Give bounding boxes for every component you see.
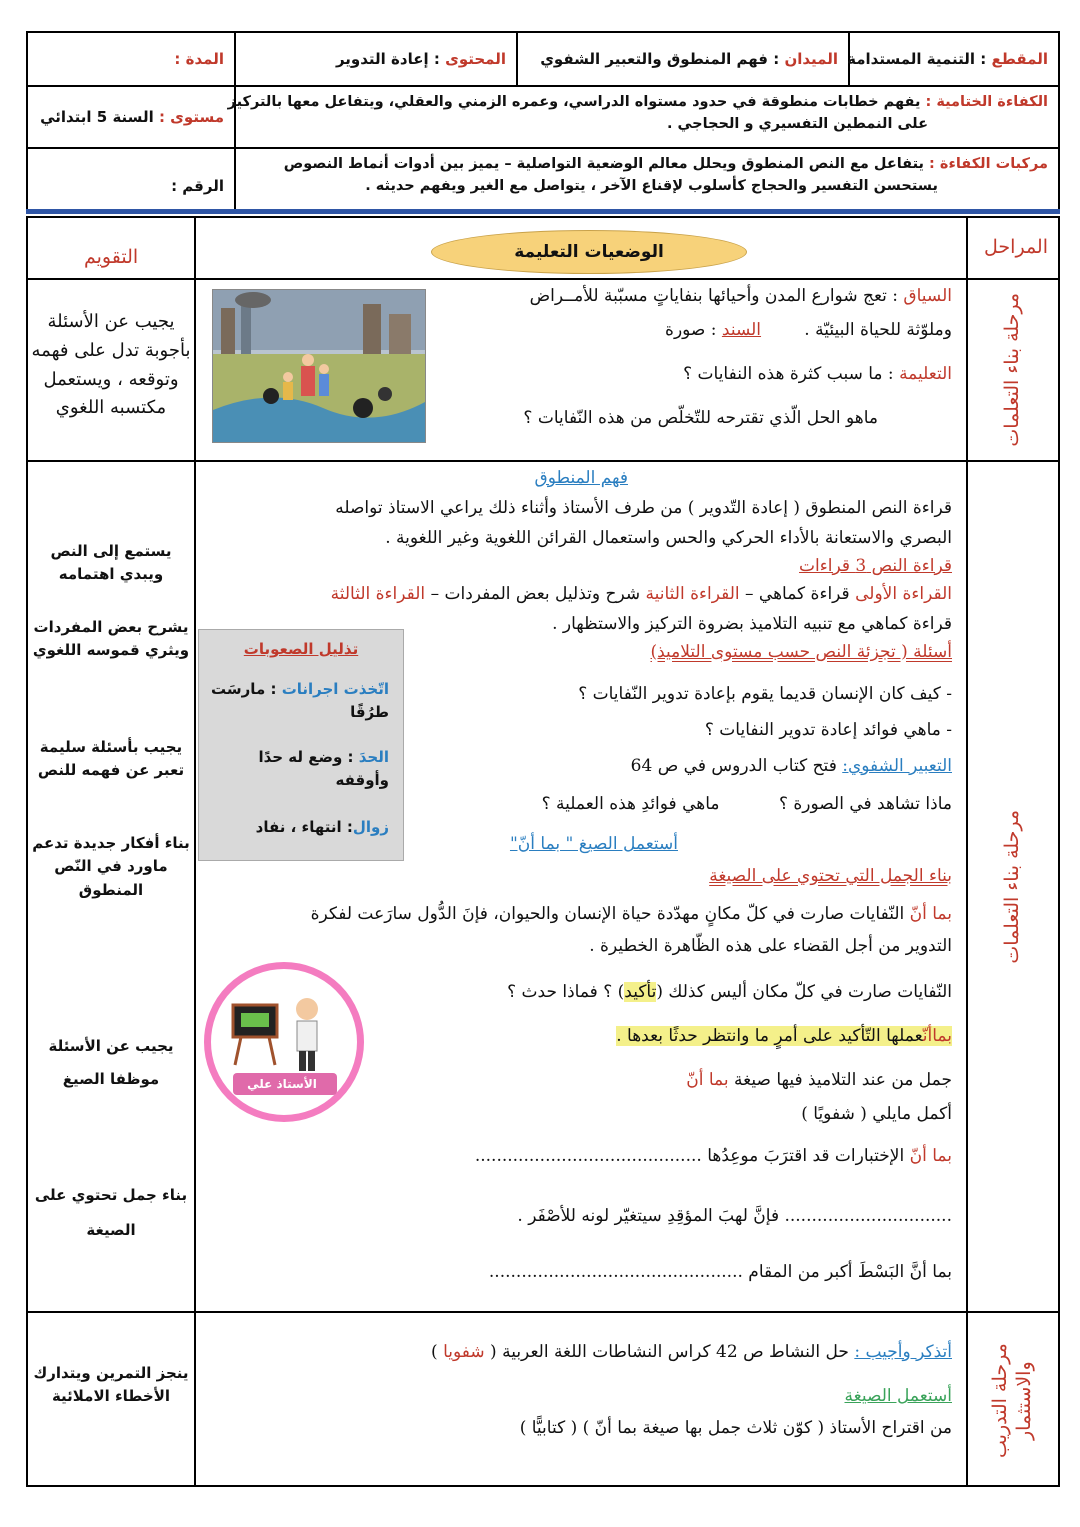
difficulty-title: تذليل الصعوبات: [243, 640, 359, 658]
rule-line: [616, 1026, 952, 1046]
question-line: [507, 982, 952, 1002]
oral-text: فتح كتاب الدروس في ص 64: [630, 756, 837, 776]
difficulty-item-2-text: : وضع له حدًا وأوقفه: [258, 748, 389, 790]
use-form-title: أستعمل الصيغ " بما أنّ": [509, 834, 678, 854]
content-cell: [234, 33, 516, 85]
question-line-highlight: تأكيد: [624, 982, 657, 1002]
lesson-plan-page: [26, 31, 1060, 1487]
instruction-label: التعليمة: [899, 364, 952, 384]
instruction-line: [683, 364, 952, 384]
number-label: الرقم :: [171, 177, 224, 195]
difficulty-item-2: [209, 746, 389, 793]
listening-title: فهم المنطوق: [534, 468, 628, 488]
level-label: مستوى :: [158, 108, 224, 126]
reading-2-label: القراءة الثانية: [645, 584, 740, 604]
pollution-scene-image: [212, 289, 426, 443]
evaluation-header: التقويم: [84, 246, 139, 268]
number-cell: [28, 149, 234, 209]
complete-item-1-start: بما أنّ: [909, 1146, 952, 1166]
oral-questions-line: [542, 794, 952, 814]
support-text: : صورة: [665, 320, 717, 340]
oral-label: التعبير الشفوي:: [842, 756, 952, 776]
example-start: بما أنّ: [909, 904, 952, 924]
remember-label: أتذكر وأجيب :: [854, 1342, 952, 1362]
question-line-b: ) ؟ فماذا حدث ؟: [507, 982, 625, 1002]
teacher-logo-art: [211, 969, 357, 1115]
instruction-text: : ما سبب كثرة هذه النفايات ؟: [683, 364, 894, 384]
situations-header-text: الوضعيات التعليمة: [514, 242, 664, 262]
support-label: السند: [721, 320, 762, 340]
evaluation-column-border: [194, 218, 196, 1485]
rule-start: بماأنّ: [922, 1026, 952, 1046]
duration-cell: [28, 33, 234, 85]
question-a: - كيف كان الإنسان قديما يقوم بإعادة تدوير النّفايات ؟: [578, 684, 952, 704]
reading-3-label: القراءة الثالثة: [330, 584, 426, 604]
example-line1: [311, 904, 952, 924]
section2-border: [28, 1311, 1058, 1313]
context-line: [530, 286, 952, 306]
difficulty-item-3-label: زوال: [352, 818, 389, 836]
stages-header: المراحل: [984, 236, 1048, 258]
remember-text: حل النشاط ص 42 كراس النشاطات اللغة العربية (: [490, 1342, 849, 1362]
situations-header: [431, 230, 747, 274]
lesson-header: [26, 31, 1060, 211]
level-cell: [28, 87, 234, 147]
build-sentences-title: بناء الجمل التي تحتوي على الصيغة: [709, 866, 952, 886]
level-value: السنة 5 ابتدائي: [40, 108, 154, 126]
reading-3-text: قراءة كماهي مع تنبيه التلاميذ بضروة التركيز والاستظهار .: [552, 614, 952, 634]
complete-item-1: [475, 1146, 952, 1166]
evaluation-sentences: بناء جمل تحتوي على الصيغة: [34, 1186, 188, 1239]
example-text-1: النّفايات صارت في كلّ مكانٍ مهدّدة حياة الإنسان والحيوان، فإنَ الدُّول سارَعت لفكرة: [310, 904, 905, 924]
reading-1-text: قراءة كماهي –: [745, 584, 850, 604]
difficulty-box: [198, 629, 404, 861]
stage-2: [968, 462, 1058, 1311]
reading-paragraph-line1: قراءة النص المنطوق ( إعادة التّدوير ) من طرف الأستاذ وأثناء ذلك يراعي الاستاذ تواصله: [335, 498, 952, 518]
teacher-logo-text: الأستاذ علي: [247, 1077, 317, 1091]
competence-parts-line2: يستحسن التفسير والحجاج كأسلوب لإقناع الآخر ، يتواصل مع الغير ويفهم حديثه .: [365, 178, 938, 195]
rule-text: عملها التّأكيد على أمرٍ ما وانتظر حدثًا بعدها .: [616, 1026, 923, 1046]
content-value: : إعادة التدوير: [335, 50, 440, 68]
section3-evaluation: ينجز التمرين ويتدارك الأخطاء الاملائية: [33, 1364, 189, 1406]
collect-text: جمل من عند التلاميذ فيها صيغة: [734, 1070, 952, 1090]
difficulty-item-2-label: الحدَ: [358, 748, 389, 766]
competence-parts-cell: [234, 149, 1058, 209]
section1-evaluation: يجيب عن الأسئلة بأجوبة تدل على فهمه وتوقعه ، ويستعمل مكتسبه اللغوي: [31, 311, 191, 419]
competence-parts-label: مركبات الكفاءة :: [929, 156, 1048, 172]
field-cell: [516, 33, 848, 85]
complete-item-2: ............................... فإنَّ لهبَ المؤقِدِ سيتغيّر لونه للأصْفَر .: [517, 1206, 952, 1226]
use-form-line: أستعمل الصيغة: [844, 1386, 952, 1406]
difficulty-item-3-text: : انتهاء ، نفاد: [255, 818, 353, 836]
segment-label: المقطع: [991, 50, 1048, 68]
final-competence-line2: على النمطين التفسيري و الحجاجي .: [666, 116, 928, 133]
header-row-3: [28, 149, 1058, 209]
readings-line: [331, 584, 952, 604]
complete-instruction: أكمل مايلي ( شفويًا ): [801, 1104, 952, 1124]
stage-2-label: مرحلة بناء التعلمات: [1001, 809, 1024, 964]
remember-oral: شفويا: [443, 1342, 485, 1362]
context-text-2: وملوّثة للحياة البيئيّة .: [804, 320, 952, 340]
questions-title: أسئلة ( تجزئة النص حسب مستوى التلاميذ): [650, 642, 952, 662]
collect-form: بما أنّ: [686, 1070, 729, 1090]
stage-3-label: مرحلة التدريب والاستثمار: [989, 1343, 1035, 1459]
teacher-logo: [204, 962, 364, 1122]
remember-line: [431, 1342, 952, 1362]
difficulty-item-1-label: اتّخذت اجرانات: [281, 680, 389, 698]
stage-1: [968, 280, 1058, 460]
evaluation-forms: يجيب عن الأسئلة موظفا الصيغ: [48, 1037, 174, 1088]
context-text: : تعج شوارع المدن وأحيائها بنفاياتٍ مسبّبة للأمــراض: [529, 286, 899, 306]
duration-label: المدة :: [174, 50, 224, 68]
stage-3: [968, 1313, 1058, 1489]
context-label: السياق: [903, 286, 952, 306]
evaluation-answers: يجيب بأسئلة سليمة تعبر عن فهمه للنص: [37, 738, 185, 780]
reading-paragraph-line2: البصري والاستعانة بالأداء الحركي والحس واستعمال القرائن اللغوية وغير اللغوية .: [385, 528, 952, 548]
question-b: - ماهي فوائد إعادة تدوير النفايات ؟: [704, 720, 952, 740]
question-line-a: النّفايات صارت في كلّ مكان أليس كذلك (: [656, 982, 952, 1002]
final-competence-label: الكفاءة الختامية :: [925, 94, 1048, 110]
difficulty-item-3: [209, 816, 389, 839]
difficulty-item-1: [209, 678, 389, 725]
difficulty-item-1-text: : مارسَت طرُقًا: [211, 680, 389, 722]
evaluation-listen: يستمع إلى النص ويبدي اهتمامه: [50, 542, 172, 584]
pollution-scene-art: [213, 290, 425, 442]
field-label: الميدان: [784, 50, 838, 68]
lesson-grid: [26, 216, 1060, 1487]
header-row-2: [28, 87, 1058, 149]
final-competence-line1: يفهم خطابات منطوقة في حدود مستواه الدراسي، وعمره الزمني والعقلي، ويتفاعل معها بالتركيز: [227, 94, 921, 110]
segment-value: : التنمية المستدامة: [847, 50, 987, 68]
context-support-line: [665, 320, 952, 340]
section1-border: [28, 460, 1058, 462]
proposal-line: من اقتراح الأستاذ ( كوّن ثلاث جمل بها صيغة بما أنّ ) ( كتابيًّا ): [519, 1418, 952, 1438]
oral-line: [631, 756, 952, 776]
oral-question-2: ماهي فوائدِ هذه العملية ؟: [541, 794, 720, 814]
question-2: ماهو الحل الّذي تقترحه للتّخلّص من هذه النّفايات ؟: [523, 408, 878, 428]
reading-2-text: شرح وتذليل بعض المفردات –: [430, 584, 641, 604]
segment-cell: [848, 33, 1058, 85]
complete-item-1-text: الإختبارات قد اقترَبَ موعِدُها ..........................................: [474, 1146, 905, 1166]
reading-1-label: القراءة الأولى: [855, 584, 952, 604]
header-row-1: [28, 33, 1058, 87]
example-line2: التدوير من أجل القضاء على هذه الظّاهرة الخطيرة .: [589, 936, 952, 956]
collect-line: [686, 1070, 952, 1090]
readings-title: قراءة النص 3 قراءات: [799, 556, 952, 576]
oral-question-1: ماذا تشاهد في الصورة ؟: [778, 794, 952, 814]
competence-parts-line1: يتفاعل مع النص المنطوق ويحلل معالم الوضعية التواصلية – يميز بين أدوات أنماط النصوص: [283, 156, 924, 172]
column-header-border: [28, 278, 1058, 280]
complete-item-3: بما أنَّ البَسْطَ أكبر من المقام ...............................................: [488, 1262, 952, 1282]
evaluation-vocabulary: يشرح بعض المفردات ويثري قموسه اللغوي: [32, 618, 190, 660]
remember-close: ): [431, 1342, 438, 1362]
field-value: : فهم المنطوق والتعبير الشفوي: [540, 50, 780, 68]
final-competence-cell: [227, 87, 1058, 147]
header-divider: [26, 209, 1060, 214]
content-label: المحتوى: [445, 50, 506, 68]
stage-1-label: مرحلة بناء التعلمات: [1001, 293, 1024, 447]
evaluation-ideas: بناء أفكار جديدة تدعم ماورد في النّص المنطوق: [32, 834, 190, 899]
